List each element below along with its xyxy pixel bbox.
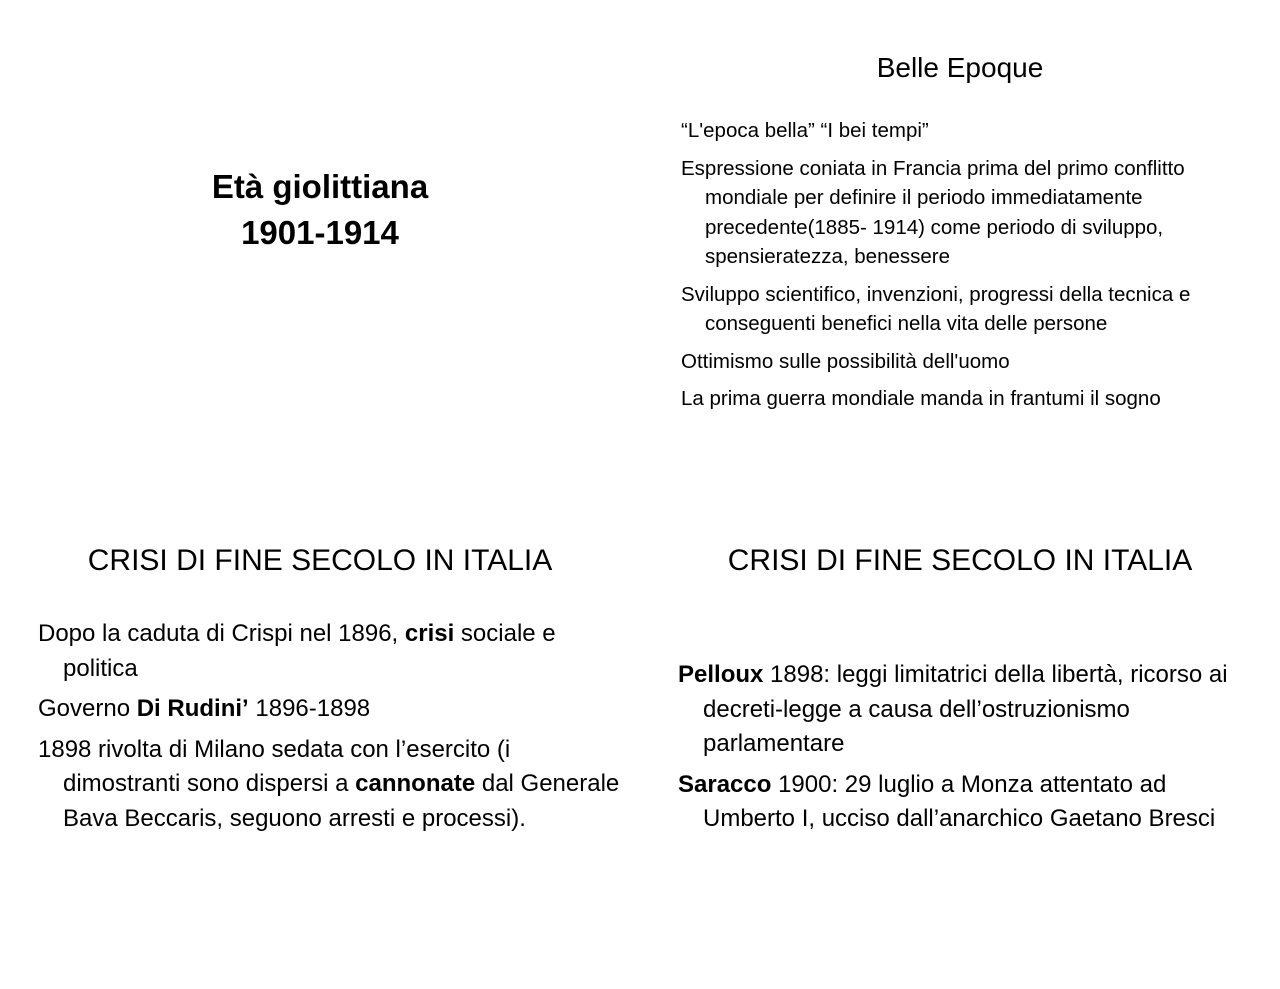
slide-eta-giolittiana <box>0 0 640 494</box>
bullet-item: La prima guerra mondiale manda in frantumi il sogno <box>681 387 1161 410</box>
bullet-text: 1900: 29 luglio a Monza attentato ad Umberto I, ucciso dall’anarchico Gaetano Bresci <box>703 770 1216 832</box>
title-line-2: 1901-1914 <box>241 214 399 251</box>
title-line-1: Età giolittiana <box>211 168 429 205</box>
bullet-bold-text: Saracco <box>678 770 772 798</box>
bullet-text: Governo <box>38 695 137 722</box>
bullet-item: “L'epoca bella” “I bei tempi” <box>681 119 929 142</box>
bullet-text: 1898: leggi limitatrici della libertà, ricorso ai decreti-legge a causa dell’ostruzionismo parlamentare <box>703 661 1228 757</box>
bullet-text: 1898 rivolta di Milano sedata con l’esercito (i dimostranti sono dispersi a <box>38 735 511 797</box>
bullet-item: Ottimismo sulle possibilità dell'uomo <box>681 349 1010 373</box>
bullet-text: Dopo la caduta di Crispi nel 1896, <box>38 620 405 647</box>
bullet-bold-text: Pelloux <box>678 661 764 688</box>
bullet-item <box>678 658 1263 762</box>
bullet-item <box>38 692 623 727</box>
bullet-item <box>38 733 623 837</box>
bullet-item: Espressione coniata in Francia prima del primo conflitto mondiale per definire il periodo immediatamente precedente(1885- 1914) come periodo di sviluppo, spensieratezza, benessere <box>681 156 1185 268</box>
bullet-bold-text: cannonate <box>355 770 476 797</box>
bullet-bold-text: crisi <box>404 620 455 647</box>
slide-heading: CRISI DI FINE SECOLO IN ITALIA <box>87 544 553 577</box>
bullet-list <box>678 658 1263 843</box>
bullet-item <box>678 768 1263 837</box>
slide-heading: CRISI DI FINE SECOLO IN ITALIA <box>727 544 1193 577</box>
slide-crisi-fine-secolo-2 <box>640 494 1280 989</box>
bullet-list <box>681 116 1271 422</box>
bullet-bold-text: Di Rudini’ <box>136 695 249 722</box>
bullet-text: sociale e politica <box>63 620 556 682</box>
slide-belle-epoque <box>640 0 1280 494</box>
slide-title <box>0 164 640 256</box>
bullet-item <box>38 617 623 686</box>
bullet-item: Sviluppo scientifico, invenzioni, progressi della tecnica e conseguenti benefici nella vita delle persone <box>681 282 1191 335</box>
bullet-list <box>38 617 623 842</box>
bullet-text: dal Generale Bava Beccaris, seguono arresti e processi). <box>63 770 620 832</box>
slide-crisi-fine-secolo-1 <box>0 494 640 989</box>
slide-heading: Belle Epoque <box>876 52 1044 83</box>
bullet-text: 1896-1898 <box>248 695 371 722</box>
